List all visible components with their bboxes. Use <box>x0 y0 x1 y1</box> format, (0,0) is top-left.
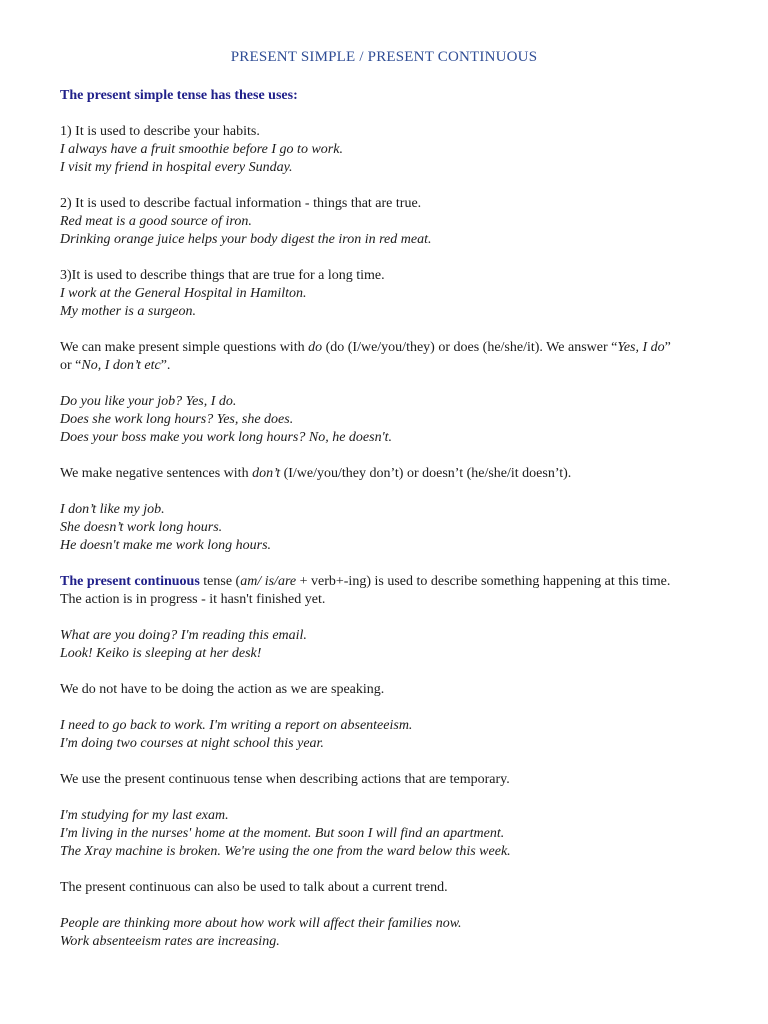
example-line: People are thinking more about how work will affect their families now. <box>60 916 462 931</box>
text-run: (I/we/you/they don’t) or doesn’t (he/she/it doesn’t). <box>280 466 572 481</box>
negatives-rule <box>60 465 740 483</box>
example-line: What are you doing? I'm reading this email. <box>60 628 307 643</box>
continuous-rule-cont: The action is in progress - it hasn't finished yet. <box>60 592 326 607</box>
example-line: I'm doing two courses at night school this year. <box>60 736 324 751</box>
document-body <box>60 87 740 951</box>
text-run-italic: Yes, I do <box>617 340 665 355</box>
text-run: We make negative sentences with <box>60 466 253 481</box>
example-line: I always have a fruit smoothie before I go to work. <box>60 142 343 157</box>
example-line: Do you like your job? Yes, I do. <box>60 394 237 409</box>
example-line: I work at the General Hospital in Hamilton. <box>60 286 307 301</box>
text-run: + verb+-ing) is used to describe something happening at this time. <box>296 574 671 589</box>
questions-rule-cont <box>60 357 740 375</box>
simple-heading: The present simple tense has these uses: <box>60 88 298 103</box>
use3-rule: 3)It is used to describe things that are true for a long time. <box>60 268 385 283</box>
text-run: or “ <box>60 358 82 373</box>
temporary-rule: We use the present continuous tense when describing actions that are temporary. <box>60 772 510 787</box>
example-line: I need to go back to work. I'm writing a report on absenteeism. <box>60 718 413 733</box>
text-run: ” <box>664 340 671 355</box>
continuous-rule <box>60 573 740 591</box>
trend-rule: The present continuous can also be used to talk about a current trend. <box>60 880 448 895</box>
questions-rule <box>60 339 740 357</box>
example-line: Work absenteeism rates are increasing. <box>60 934 280 949</box>
example-line: Does your boss make you work long hours? No, he doesn't. <box>60 430 392 445</box>
example-line: Does she work long hours? Yes, she does. <box>60 412 294 427</box>
text-run: We can make present simple questions with <box>60 340 309 355</box>
use2-rule: 2) It is used to describe factual information - things that are true. <box>60 196 422 211</box>
speaking-rule: We do not have to be doing the action as we are speaking. <box>60 682 385 697</box>
text-run: ”. <box>160 358 171 373</box>
example-line: I'm living in the nurses' home at the moment. But soon I will find an apartment. <box>60 826 505 841</box>
text-run-italic: don’t <box>252 466 281 481</box>
example-line: Drinking orange juice helps your body digest the iron in red meat. <box>60 232 432 247</box>
example-line: He doesn't make me work long hours. <box>60 538 272 553</box>
text-run: tense ( <box>199 574 241 589</box>
example-line: I visit my friend in hospital every Sunday. <box>60 160 293 175</box>
example-line: I don’t like my job. <box>60 502 165 517</box>
example-line: I'm studying for my last exam. <box>60 808 229 823</box>
example-line: The Xray machine is broken. We're using the one from the ward below this week. <box>60 844 511 859</box>
example-line: My mother is a surgeon. <box>60 304 196 319</box>
example-line: Red meat is a good source of iron. <box>60 214 252 229</box>
example-line: She doesn’t work long hours. <box>60 520 223 535</box>
continuous-heading: The present continuous <box>60 574 200 589</box>
text-run: (do (I/we/you/they) or does (he/she/it). We answer “ <box>322 340 618 355</box>
text-run-italic: No, I don’t etc <box>81 358 161 373</box>
page-title: PRESENT SIMPLE / PRESENT CONTINUOUS <box>230 49 538 65</box>
example-line: Look! Keiko is sleeping at her desk! <box>60 646 262 661</box>
text-run-italic: am/ is/are <box>240 574 297 589</box>
use1-rule: 1) It is used to describe your habits. <box>60 124 260 139</box>
text-run-italic: do <box>308 340 323 355</box>
